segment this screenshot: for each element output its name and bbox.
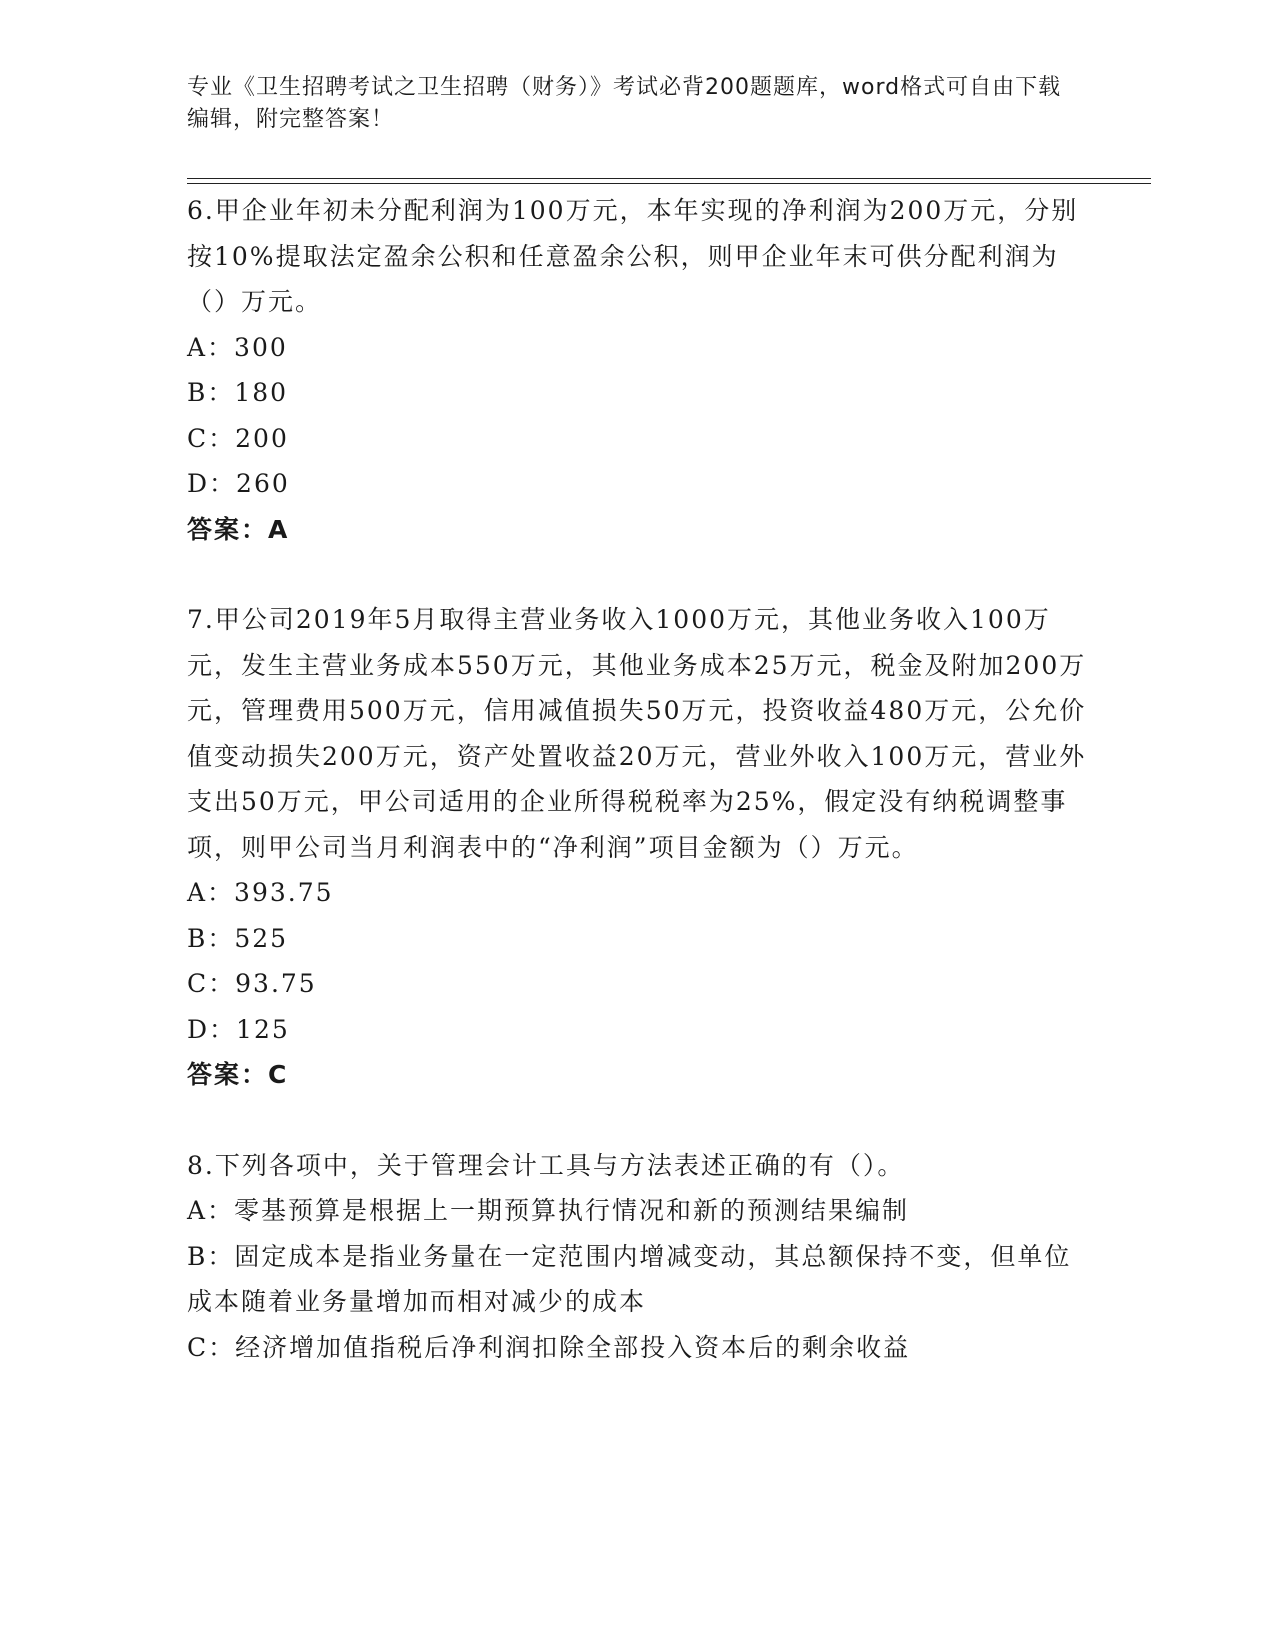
question-spacer [187, 1098, 1087, 1143]
answer-label: 答案：A [187, 514, 290, 544]
option-b: B：固定成本是指业务量在一定范围内增减变动，其总额保持不变，但单位成本随着业务量增加而相对减少的成本 [187, 1241, 1072, 1316]
question-8 [187, 1143, 1087, 1371]
document-header: 专业《卫生招聘考试之卫生招聘（财务）》考试必背200题题库，word格式可自由下载编辑，附完整答案！ [187, 75, 1062, 132]
question-stem: 8.下列各项中，关于管理会计工具与方法表述正确的有（）。 [187, 1150, 905, 1180]
answer-label: 答案：C [187, 1060, 289, 1089]
question-stem: 6.甲企业年初未分配利润为100万元，本年实现的净利润为200万元，分别按10%提取法定盈余公积和任意盈余公积，则甲企业年末可供分配利润为（）万元。 [187, 196, 1079, 316]
header-divider-top [187, 178, 1151, 179]
option-c: C：93.75 [187, 969, 317, 998]
question-list [187, 188, 1087, 1370]
option-a: A：393.75 [187, 878, 334, 907]
option-c: C：200 [187, 423, 289, 453]
option-a: A：零基预算是根据上一期预算执行情况和新的预测结果编制 [187, 1196, 910, 1225]
option-d: D：125 [187, 1014, 290, 1044]
question-7 [187, 597, 1087, 1098]
header-divider-bottom [187, 183, 1151, 184]
option-b: B：525 [187, 923, 289, 953]
question-6 [187, 188, 1087, 552]
question-stem: 7.甲公司2019年5月取得主营业务收入1000万元，其他业务收入100万元，发生主营业务成本550万元，其他业务成本25万元，税金及附加200万元，管理费用500万元，信用减值损失50万元，投资收益480万元，公允价值变动损失200万元，资产处置收益20万元，营业外收入100万元，营业外支出50万元，甲公司适用的企业所得税税率为25%，假定没有纳税调整事项，则甲公司当月利润表中的“净利润”项目金额为（）万元。 [187, 605, 1087, 862]
option-d: D：260 [187, 469, 290, 498]
option-b: B：180 [187, 378, 289, 407]
question-spacer [187, 552, 1087, 597]
option-c: C：经济增加值指税后净利润扣除全部投入资本后的剩余收益 [187, 1332, 911, 1362]
option-a: A：300 [187, 332, 288, 362]
